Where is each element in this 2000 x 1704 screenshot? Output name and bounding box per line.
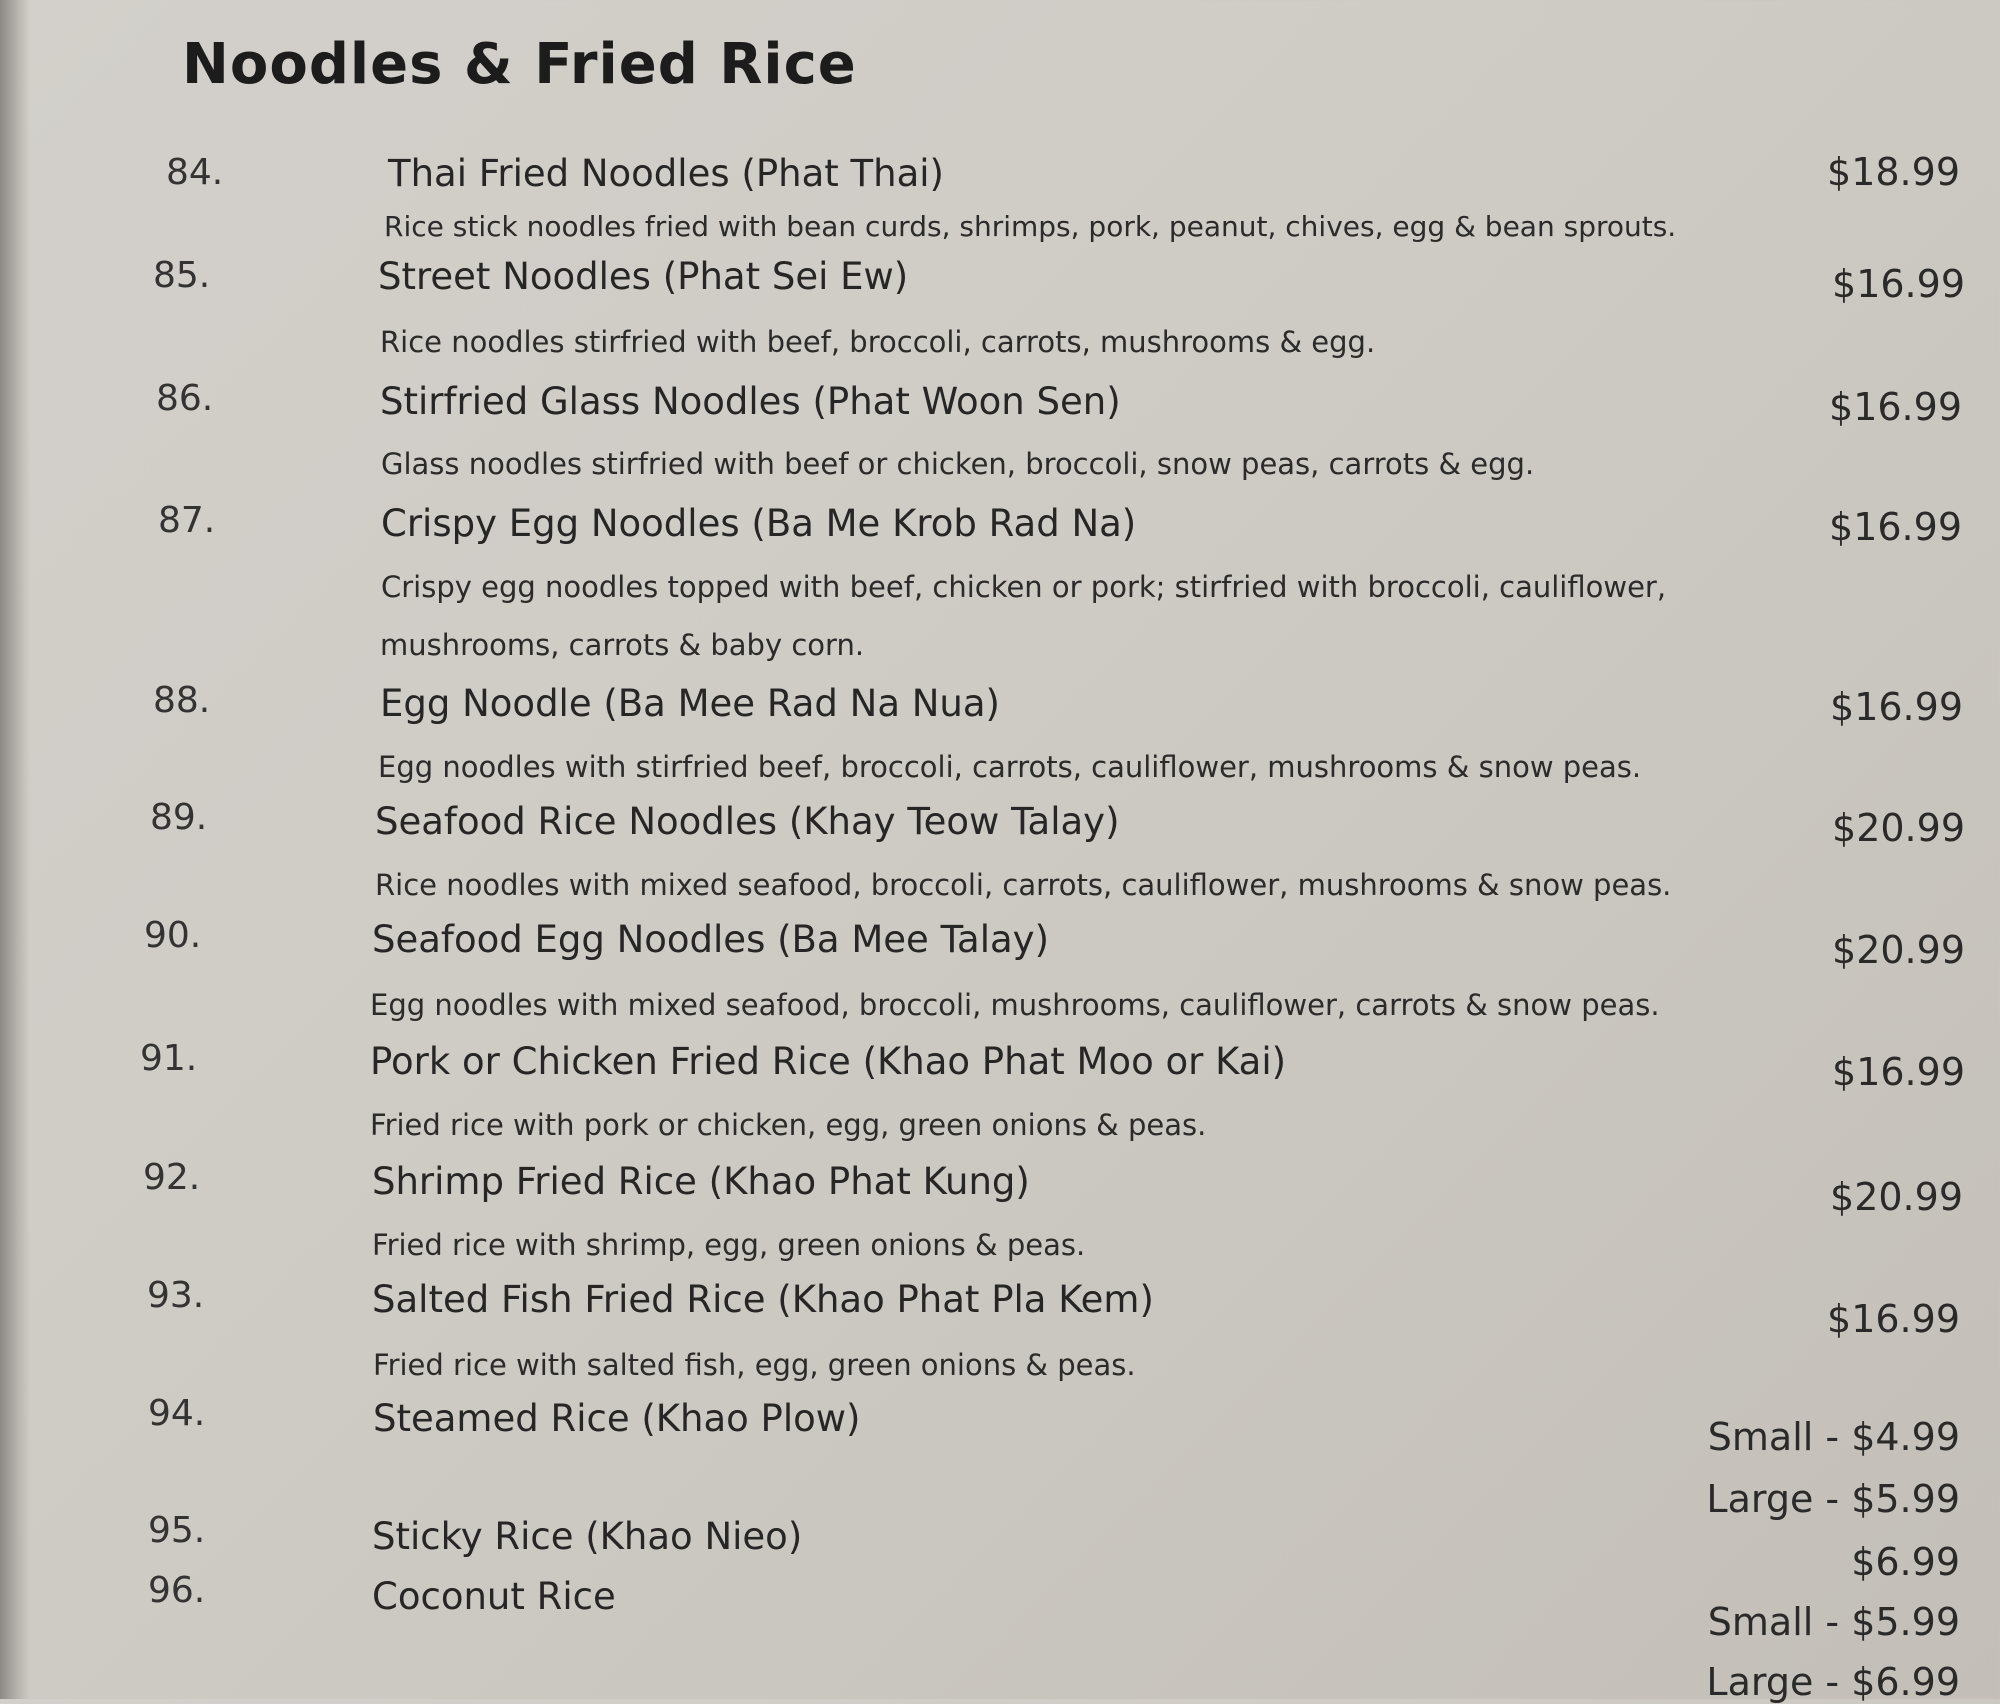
item-number: 93. xyxy=(147,1275,205,1316)
item-description: Crispy egg noodles topped with beef, chicken or pork; stirfried with broccoli, cauliflower, xyxy=(381,570,1667,604)
item-number: 89. xyxy=(150,797,208,838)
item-price: $16.99 xyxy=(1827,1297,1960,1341)
item-name: Shrimp Fried Rice (Khao Phat Kung) xyxy=(372,1160,1030,1203)
item-price-small: Small - $5.99 xyxy=(1707,1600,1960,1644)
item-number: 92. xyxy=(143,1157,201,1198)
item-name: Coconut Rice xyxy=(372,1575,616,1618)
section-title: Noodles & Fried Rice xyxy=(182,32,857,97)
item-number: 84. xyxy=(166,152,224,193)
item-number: 87. xyxy=(158,500,216,541)
item-name: Street Noodles (Phat Sei Ew) xyxy=(378,255,909,298)
item-number: 91. xyxy=(140,1038,198,1079)
item-description: Egg noodles with mixed seafood, broccoli, mushrooms, cauliflower, carrots & snow peas. xyxy=(370,988,1660,1022)
item-price: $20.99 xyxy=(1832,928,1965,972)
item-description: Rice noodles stirfried with beef, broccoli, carrots, mushrooms & egg. xyxy=(380,325,1376,359)
item-description: Glass noodles stirfried with beef or chicken, broccoli, snow peas, carrots & egg. xyxy=(381,447,1535,481)
item-price-large: Large - $6.99 xyxy=(1706,1660,1960,1704)
item-number: 96. xyxy=(148,1570,206,1611)
page-edge-shadow xyxy=(0,0,30,1699)
item-price: $18.99 xyxy=(1827,150,1960,194)
item-price: $16.99 xyxy=(1829,385,1962,429)
item-number: 94. xyxy=(148,1393,206,1434)
item-description: Rice noodles with mixed seafood, broccoli, carrots, cauliflower, mushrooms & snow peas. xyxy=(375,868,1672,902)
item-number: 85. xyxy=(153,255,211,296)
item-price: $20.99 xyxy=(1830,1175,1963,1219)
item-price: $16.99 xyxy=(1830,685,1963,729)
item-number: 86. xyxy=(156,378,214,419)
item-price-small: Small - $4.99 xyxy=(1707,1415,1960,1459)
item-name: Seafood Egg Noodles (Ba Mee Talay) xyxy=(372,918,1050,961)
item-number: 88. xyxy=(153,680,211,721)
item-name: Egg Noodle (Ba Mee Rad Na Nua) xyxy=(380,682,1000,725)
item-number: 95. xyxy=(148,1510,206,1551)
item-name: Pork or Chicken Fried Rice (Khao Phat Moo or Kai) xyxy=(370,1040,1287,1083)
item-name: Salted Fish Fried Rice (Khao Phat Pla Kem) xyxy=(372,1278,1154,1321)
item-description: Fried rice with shrimp, egg, green onions & peas. xyxy=(372,1228,1086,1262)
item-price-large: Large - $5.99 xyxy=(1706,1477,1960,1521)
item-number: 90. xyxy=(144,915,202,956)
item-name: Thai Fried Noodles (Phat Thai) xyxy=(388,152,944,195)
item-description: Rice stick noodles fried with bean curds, shrimps, pork, peanut, chives, egg & bean sprouts. xyxy=(384,210,1677,243)
item-name: Steamed Rice (Khao Plow) xyxy=(373,1397,861,1440)
item-description: Egg noodles with stirfried beef, broccoli, carrots, cauliflower, mushrooms & snow peas. xyxy=(378,750,1642,784)
item-description: Fried rice with pork or chicken, egg, green onions & peas. xyxy=(370,1108,1207,1142)
item-name: Crispy Egg Noodles (Ba Me Krob Rad Na) xyxy=(381,502,1137,545)
item-price: $16.99 xyxy=(1832,1050,1965,1094)
item-name: Stirfried Glass Noodles (Phat Woon Sen) xyxy=(380,380,1121,423)
item-name: Seafood Rice Noodles (Khay Teow Talay) xyxy=(375,800,1120,843)
item-price: $20.99 xyxy=(1832,806,1965,850)
item-price: $6.99 xyxy=(1851,1540,1960,1584)
item-description-continued: mushrooms, carrots & baby corn. xyxy=(380,628,865,662)
item-price: $16.99 xyxy=(1832,262,1965,306)
item-name: Sticky Rice (Khao Nieo) xyxy=(372,1515,803,1558)
item-price: $16.99 xyxy=(1829,505,1962,549)
item-description: Fried rice with salted fish, egg, green onions & peas. xyxy=(373,1348,1136,1382)
